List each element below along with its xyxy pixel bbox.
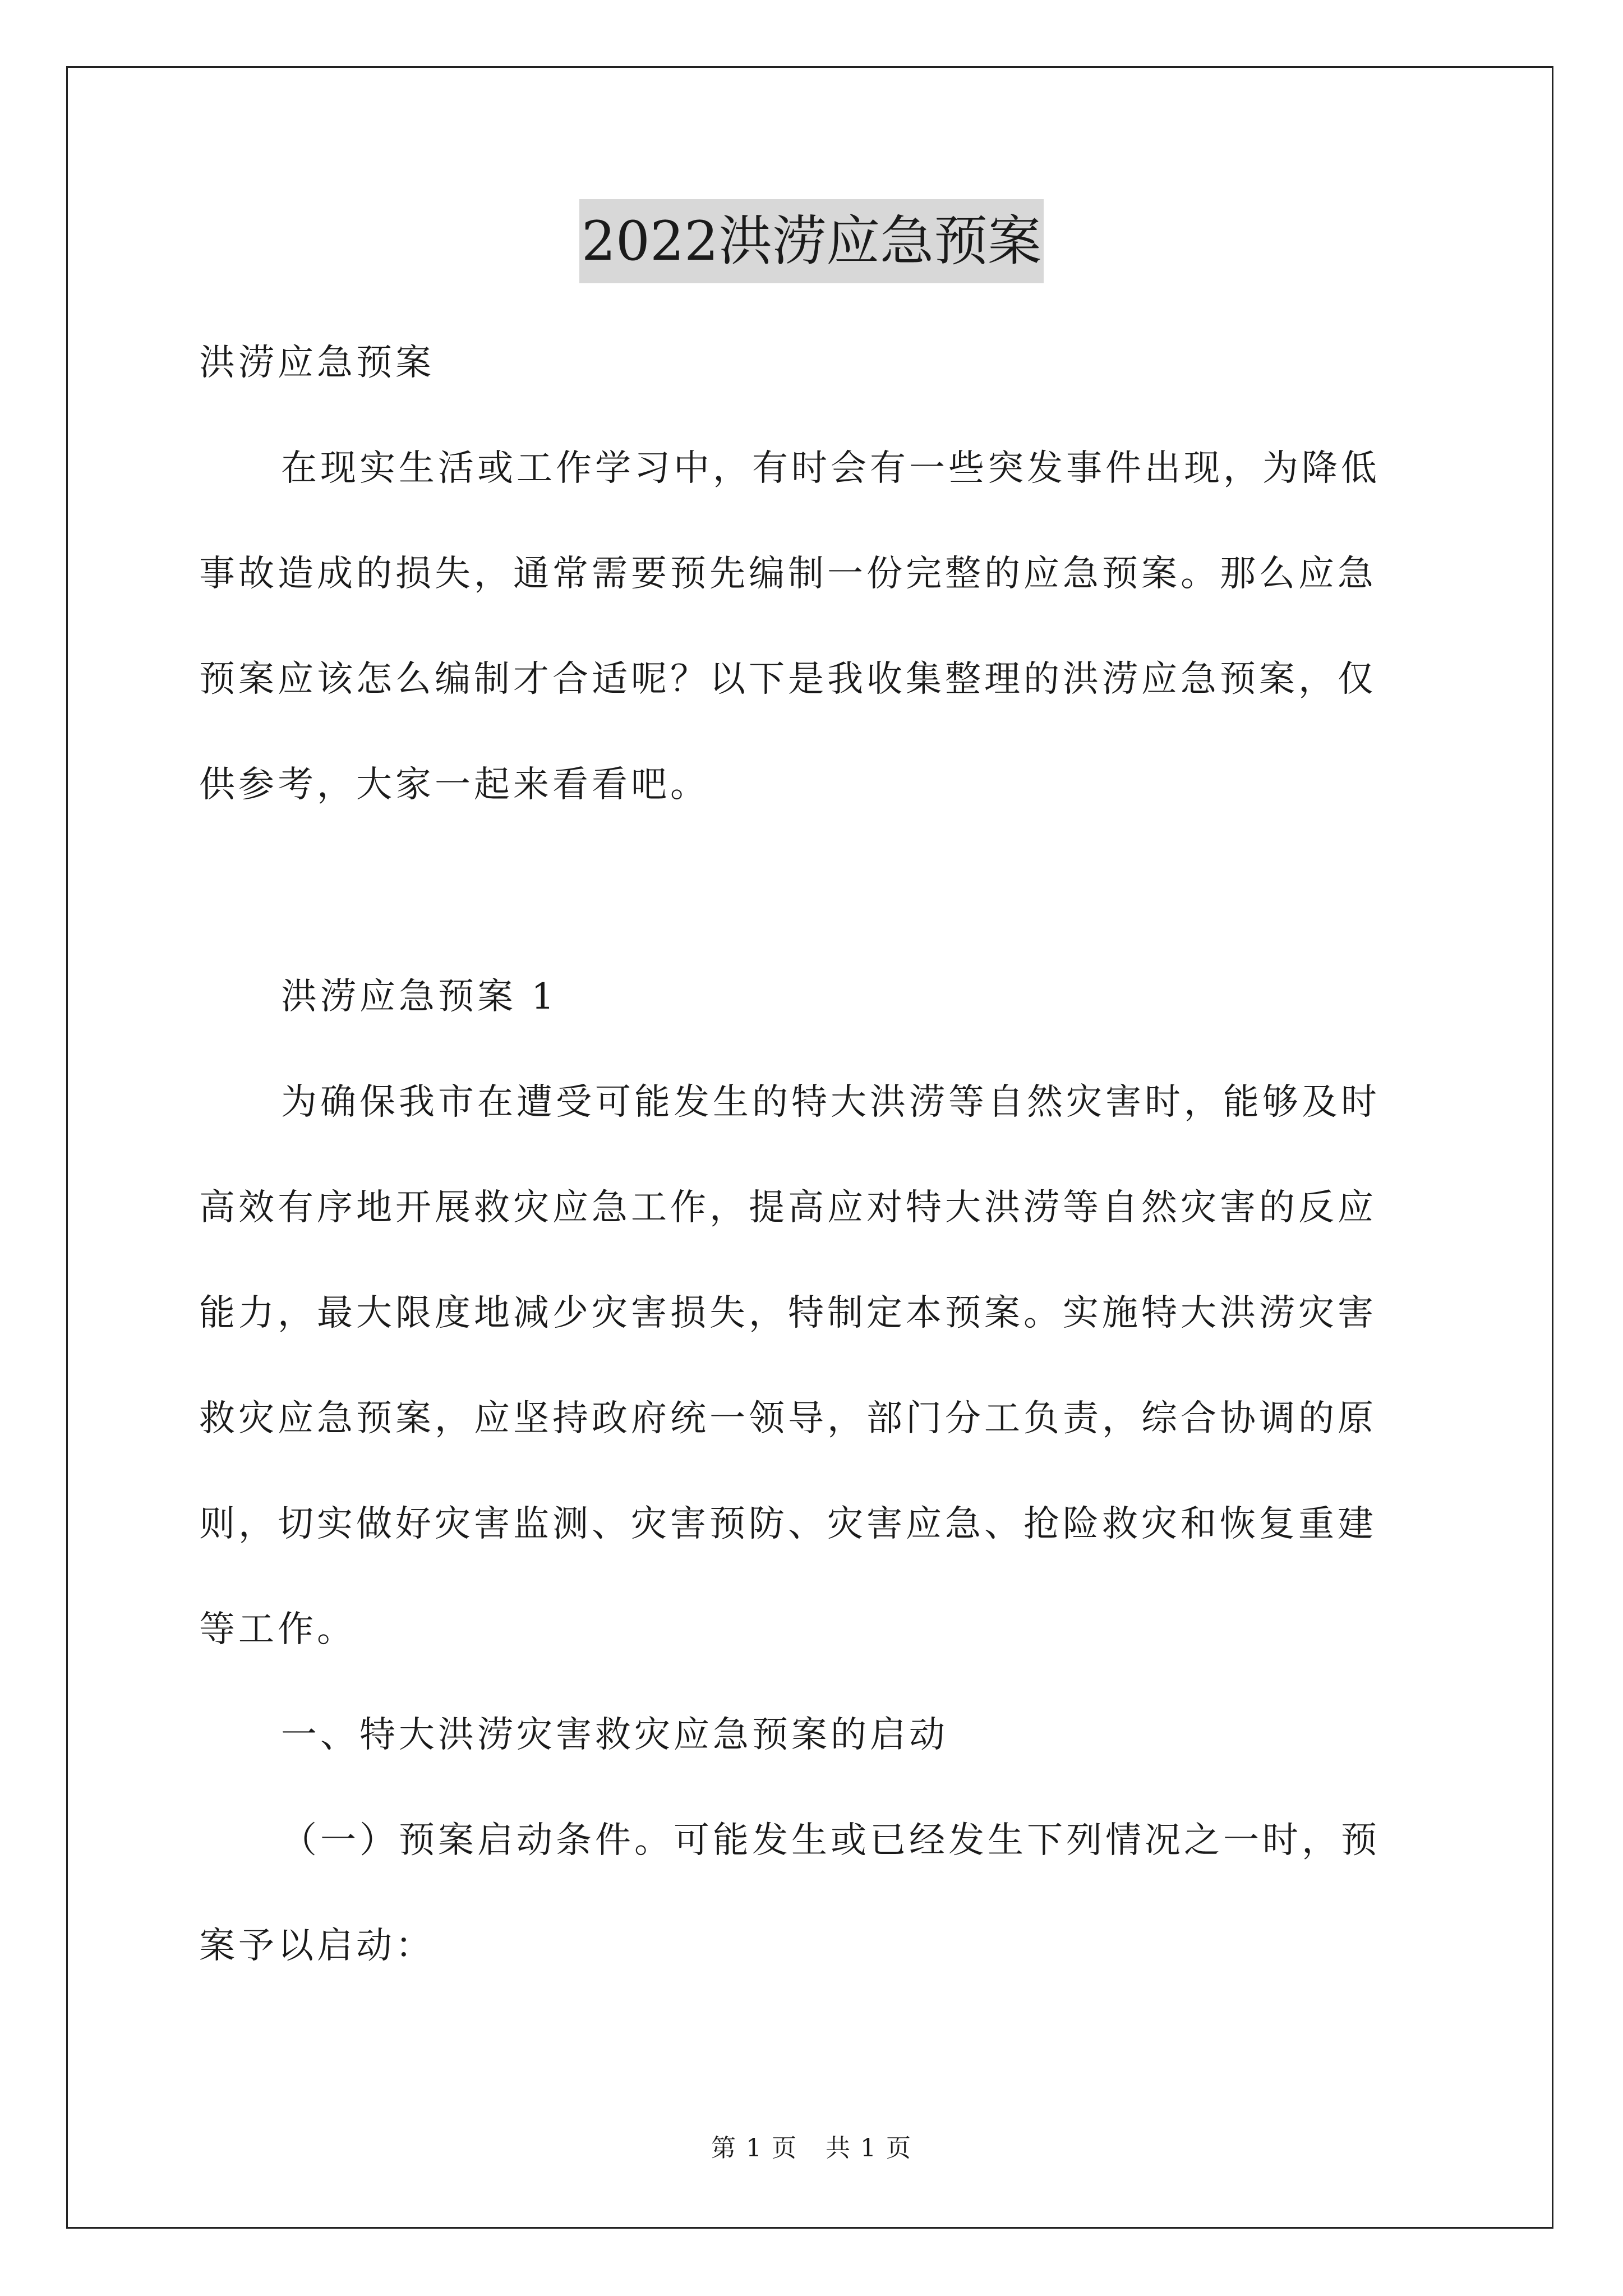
intro-line: 供参考，大家一起来看看吧。: [199, 764, 709, 806]
document-subtitle: 洪涝应急预案: [199, 342, 435, 384]
body-line: 等工作。: [199, 1609, 356, 1650]
page-footer: [0, 2132, 1623, 2165]
body-line: 高效有序地开展救灾应急工作，提高应对特大洪涝等自然灾害的反应: [199, 1187, 1377, 1228]
document-title: [0, 199, 1623, 283]
intro-line: 在现实生活或工作学习中，有时会有一些突发事件出现，为降低: [281, 448, 1380, 489]
paragraph-gap: [199, 838, 1433, 944]
document-body: [199, 310, 1433, 1999]
body-line: 能力，最大限度地减少灾害损失，特制定本预案。实施特大洪涝灾害: [199, 1292, 1377, 1334]
section-heading: 洪涝应急预案 1: [281, 976, 558, 1018]
body-line: 则，切实做好灾害监测、灾害预防、灾害应急、抢险救灾和恢复重建: [199, 1503, 1377, 1545]
condition-line: 案予以启动：: [199, 1925, 435, 1967]
item-heading: 一、特大洪涝灾害救灾应急预案的启动: [281, 1714, 948, 1756]
condition-line: （一）预案启动条件。可能发生或已经发生下列情况之一时，预: [281, 1820, 1380, 1861]
body-line: 救灾应急预案，应坚持政府统一领导，部门分工负责，综合协调的原: [199, 1398, 1377, 1439]
intro-line: 预案应该怎么编制才合适呢？以下是我收集整理的洪涝应急预案，仅: [199, 659, 1377, 700]
page-total: 共 1 页: [826, 2134, 912, 2162]
page-number: 第 1 页: [711, 2134, 797, 2162]
intro-line: 事故造成的损失，通常需要预先编制一份完整的应急预案。那么应急: [199, 553, 1377, 595]
body-line: 为确保我市在遭受可能发生的特大洪涝等自然灾害时，能够及时: [281, 1082, 1380, 1123]
document-title-text: 2022洪涝应急预案: [579, 199, 1044, 283]
